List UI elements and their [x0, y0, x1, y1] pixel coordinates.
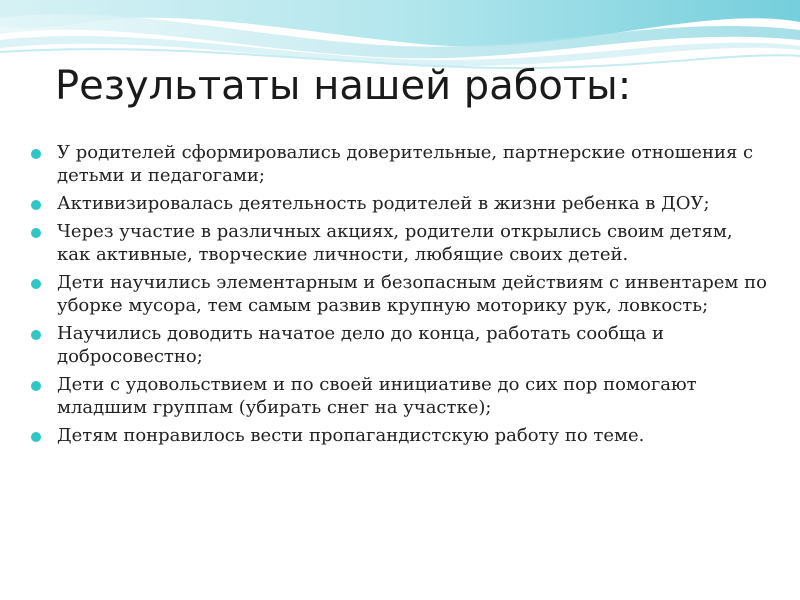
- bullet-icon: [31, 279, 41, 289]
- list-item-text: Активизировалась деятельность родителей в жизни ребенка в ДОУ;: [57, 193, 710, 214]
- list-item: [29, 373, 769, 419]
- bullet-icon: [31, 228, 41, 238]
- bullet-icon: [31, 149, 41, 159]
- list-item: [29, 424, 769, 447]
- list-item: [29, 322, 769, 368]
- list-item: [29, 141, 769, 187]
- bullet-icon: [31, 200, 41, 210]
- list-item-text: У родителей сформировались доверительные, партнерские отношения с детьми и педагогами;: [57, 142, 754, 186]
- list-item: [29, 220, 769, 266]
- list-item: [29, 271, 769, 317]
- list-item-text: Через участие в различных акциях, родители открылись своим детям, как активные, творческие личности, любящие своих детей.: [57, 221, 733, 265]
- bullet-icon: [31, 381, 41, 391]
- bullet-icon: [31, 432, 41, 442]
- list-item: [29, 192, 769, 215]
- bullet-icon: [31, 330, 41, 340]
- list-item-text: Дети научились элементарным и безопасным действиям с инвентарем по уборке мусора, тем самым развив крупную моторику рук, ловкость;: [57, 272, 767, 316]
- page-title: Результаты нашей работы:: [55, 63, 632, 109]
- list-item-text: Детям понравилось вести пропагандистскую работу по теме.: [57, 425, 645, 446]
- list-item-text: Научились доводить начатое дело до конца, работать сообща и добросовестно;: [57, 323, 665, 367]
- results-list: [29, 141, 769, 452]
- list-item-text: Дети с удовольствием и по своей инициативе до сих пор помогают младшим группам (убирать снег на участке);: [57, 374, 697, 418]
